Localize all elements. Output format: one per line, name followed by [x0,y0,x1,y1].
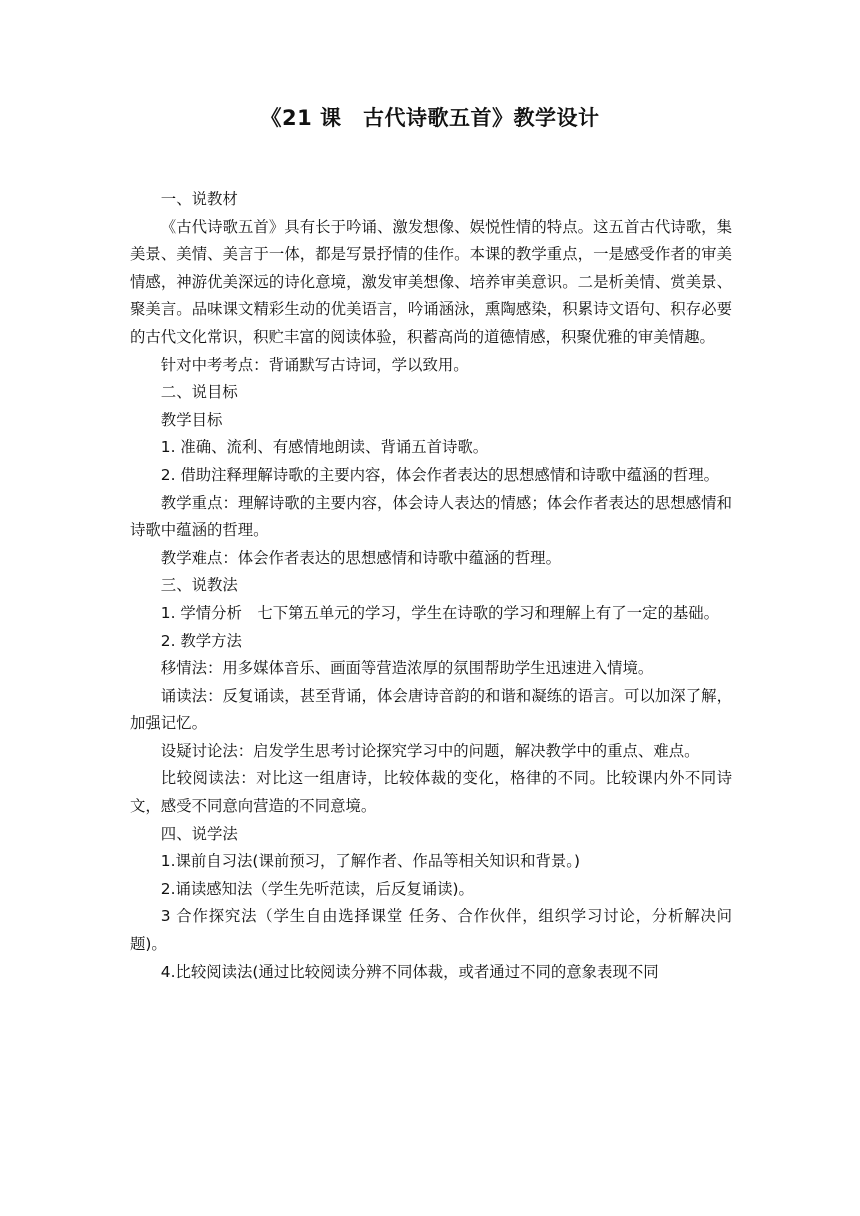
method-comparative-reading: 比较阅读法：对比这一组唐诗，比较体裁的变化，格律的不同。比较课内外不同诗文，感受不同意向营造的不同意境。 [130,769,732,816]
heading-textbook: 一、说教材 [160,190,238,208]
document-body [130,186,732,986]
paragraph-key-points: 教学重点：理解诗歌的主要内容，体会诗人表达的情感；体会作者表达的思想感情和诗歌中蕴涵的哲理。 [130,493,732,540]
method-empathy: 移情法：用多媒体音乐、画面等营造浓厚的氛围帮助学生迅速进入情境。 [160,659,654,678]
goal-item-1: 1. 准确、流利、有感情地朗读、背诵五首诗歌。 [160,438,489,457]
heading-teaching-methods: 三、说教法 [160,576,238,595]
learning-item-4: 4.比较阅读法(通过比较阅读分辨不同体裁，或者通过不同的意象表现不同 [160,962,659,981]
goal-item-2: 2. 借助注释理解诗歌的主要内容，体会作者表达的思想感情和诗歌中蕴涵的哲理。 [160,465,720,484]
document-title: 《21 课 古代诗歌五首》教学设计 [260,106,600,130]
method-item-1: 1. 学情分析 七下第五单元的学习，学生在诗歌的学习和理解上有了一定的基础。 [160,603,720,622]
method-item-2: 2. 教学方法 [160,631,242,650]
paragraph-exam-focus: 针对中考考点：背诵默写古诗词，学以致用。 [160,355,469,374]
subheading-teaching-goals: 教学目标 [160,410,223,429]
learning-item-1: 1.课前自习法(课前预习，了解作者、作品等相关知识和背景。) [160,852,580,871]
heading-goals: 二、说目标 [160,383,238,402]
learning-item-3: 3 合作探究法（学生自由选择课堂 任务、合作伙伴，组织学习讨论，分析解决问题)。 [130,907,732,954]
learning-item-2: 2.诵读感知法（学生先听范读，后反复诵读)。 [160,879,474,898]
paragraph-textbook-intro: 《古代诗歌五首》具有长于吟诵、激发想像、娱悦性情的特点。这五首古代诗歌，集美景、美情、美言于一体，都是写景抒情的佳作。本课的教学重点，一是感受作者的审美情感，神游优美深远的诗化意境，激发审美想像、培养审美意识。二是析美情、赏美景、聚美言。品味课文精彩生动的优美语言，吟诵涵泳，熏陶感染，积累诗文语句、积存必要的古代文化常识，积贮丰富的阅读体验，积蓄高尚的道德情感，积聚优雅的审美情趣。 [130,217,732,346]
method-discussion: 设疑讨论法：启发学生思考讨论探究学习中的问题，解决教学中的重点、难点。 [160,741,700,760]
method-recitation: 诵读法：反复诵读，甚至背诵，体会唐诗音韵的和谐和凝练的语言。可以加深了解，加强记忆。 [130,686,732,733]
paragraph-difficulties: 教学难点：体会作者表达的思想感情和诗歌中蕴涵的哲理。 [160,548,561,567]
heading-learning-methods: 四、说学法 [160,824,238,843]
